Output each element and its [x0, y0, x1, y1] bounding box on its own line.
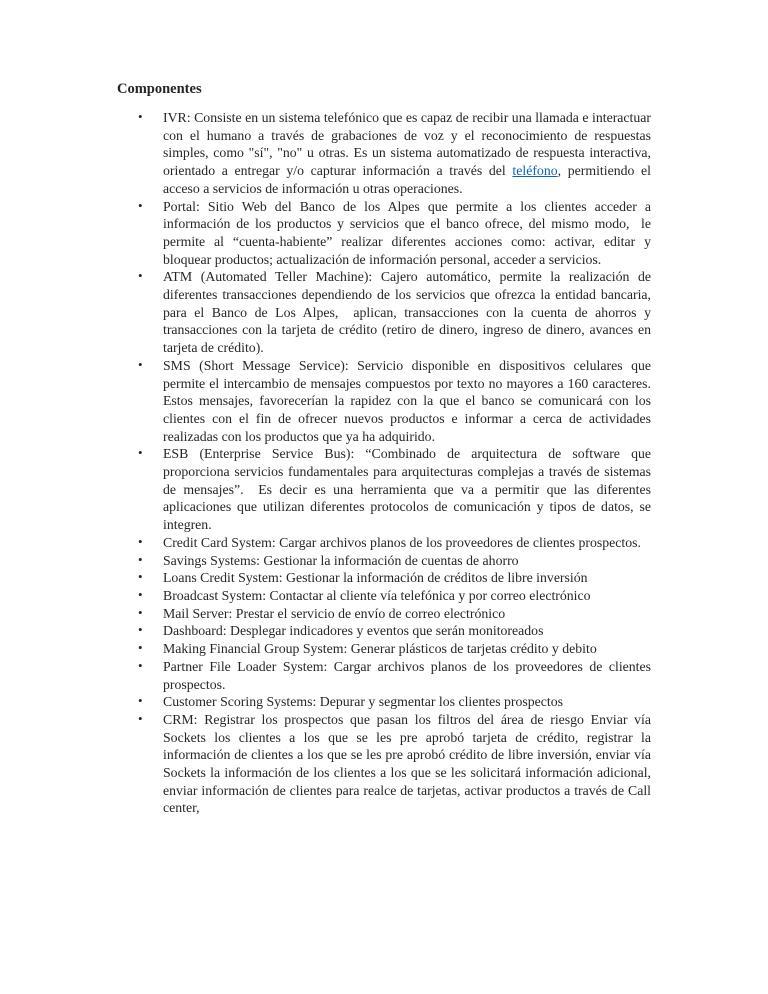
bullet-icon: • [138, 533, 143, 549]
bullet-icon: • [138, 268, 143, 284]
bullet-icon: • [138, 445, 143, 461]
bullet-icon: • [138, 109, 143, 124]
bullet-text: SMS (Short Message Service): Servicio disponible en dispositivos celulares que permite el intercambio de mensajes compuestos por texto no mayores a 160 caracteres. Estos mensajes, favorecerían la rapidez con la que el banco se comunicará con los clientes con el fin de ofrecer nuevos productos e informar a cerca de actividades realizadas con los productos que ya ha adquirido. [163, 357, 651, 444]
bullet-text: ESB (Enterprise Service Bus): “Combinado de arquitectura de software que proporciona servicios fundamentales para arquitecturas complejas a través de sistemas de mensajes”. Es decir es una herramienta que va a permitir que las diferentes aplicaciones que utilizan diferentes protocolos de comunicación y tipos de datos, se integren. [163, 446, 651, 533]
bullet-icon: • [138, 693, 143, 709]
bullet-text: Portal: Sitio Web del Banco de los Alpes que permite a los clientes acceder a información de los productos y servicios que el banco ofrece, del mismo modo, le permite al “cuenta-habiente” realizar diferentes acciones como: activar, editar y bloquear productos; actualización de información personal, acceder a servicios. [163, 198, 651, 267]
bullet-text: Mail Server: Prestar el servicio de envío de correo electrónico [163, 605, 506, 621]
bullet-icon: • [138, 569, 143, 585]
bullet-text: IVR: Consiste en un sistema telefónico que es capaz de recibir una llamada e interactuar con el humano a través de grabaciones de voz y el reconocimiento de respuestas simples, como "sí", "no" u otras. Es un sistema automatizado de respuesta interactiva, orientado a entregar y/o capturar información a través del [163, 110, 651, 179]
list-item-esb [117, 445, 651, 534]
bullet-text: Credit Card System: Cargar archivos planos de los proveedores de clientes prospectos. [163, 534, 641, 550]
components-list [117, 109, 651, 817]
bullet-icon: • [138, 710, 143, 726]
list-item-dashboard [117, 622, 651, 640]
list-item-sms [117, 357, 651, 446]
bullet-icon: • [138, 604, 143, 620]
list-item-ivr [117, 109, 651, 198]
bullet-icon: • [138, 622, 143, 638]
bullet-text: Customer Scoring Systems: Depurar y segmentar los clientes prospectos [163, 694, 564, 710]
list-item-crm [117, 711, 651, 817]
list-item-portal [117, 198, 651, 269]
list-item-credit-card-system [117, 534, 651, 552]
list-item-broadcast-system [117, 587, 651, 605]
bullet-text: Partner File Loader System: Cargar archivos planos de los proveedores de clientes prospectos. [163, 658, 651, 692]
bullet-icon: • [138, 586, 143, 602]
list-item-partner-file-loader-system [117, 658, 651, 693]
list-item-mail-server [117, 605, 651, 623]
bullet-text: Dashboard: Desplegar indicadores y eventos que serán monitoreados [163, 623, 544, 639]
list-item-savings-systems [117, 552, 651, 570]
telefono-link[interactable]: teléfono [512, 163, 558, 179]
page-title: Componentes [117, 81, 202, 97]
list-item-loans-credit-system [117, 569, 651, 587]
bullet-text: Making Financial Group System: Generar plásticos de tarjetas crédito y debito [163, 641, 597, 657]
bullet-icon: • [138, 657, 143, 673]
bullet-text: Savings Systems: Gestionar la información de cuentas de ahorro [163, 552, 519, 568]
bullet-text: CRM: Registrar los prospectos que pasan los filtros del área de riesgo Enviar vía Sockets los clientes a los que se les pre aprobó tarjeta de crédito, registrar la información de clientes a los que se les pre aprobó crédito de libre inversión, enviar vía Sockets la información de los clientes a los que se les solicitará información adicional, enviar información de clientes para realce de tarjetas, activar productos a través de Call center, [163, 711, 651, 816]
bullet-icon: • [138, 197, 143, 213]
bullet-text: Loans Credit System: Gestionar la información de créditos de libre inversión [163, 570, 588, 586]
list-item-customer-scoring-systems [117, 693, 651, 711]
bullet-icon: • [138, 356, 143, 372]
bullet-text: ATM (Automated Teller Machine): Cajero automático, permite la realización de diferentes transacciones dependiendo de los servicios que ofrezca la entidad bancaria, para el Banco de Los Alpes, aplican, transacciones con la cuenta de ahorros y transacciones con la tarjeta de crédito (retiro de dinero, ingreso de dinero, avances en tarjeta de crédito). [163, 269, 651, 356]
bullet-text: Broadcast System: Contactar al cliente vía telefónica y por correo electrónico [163, 587, 591, 603]
bullet-icon: • [138, 551, 143, 567]
bullet-text: , permitiendo el acceso a servicios de información u otras operaciones. [163, 163, 651, 196]
list-item-making-financial-group-system [117, 640, 651, 658]
list-item-atm [117, 268, 651, 357]
bullet-icon: • [138, 640, 143, 656]
